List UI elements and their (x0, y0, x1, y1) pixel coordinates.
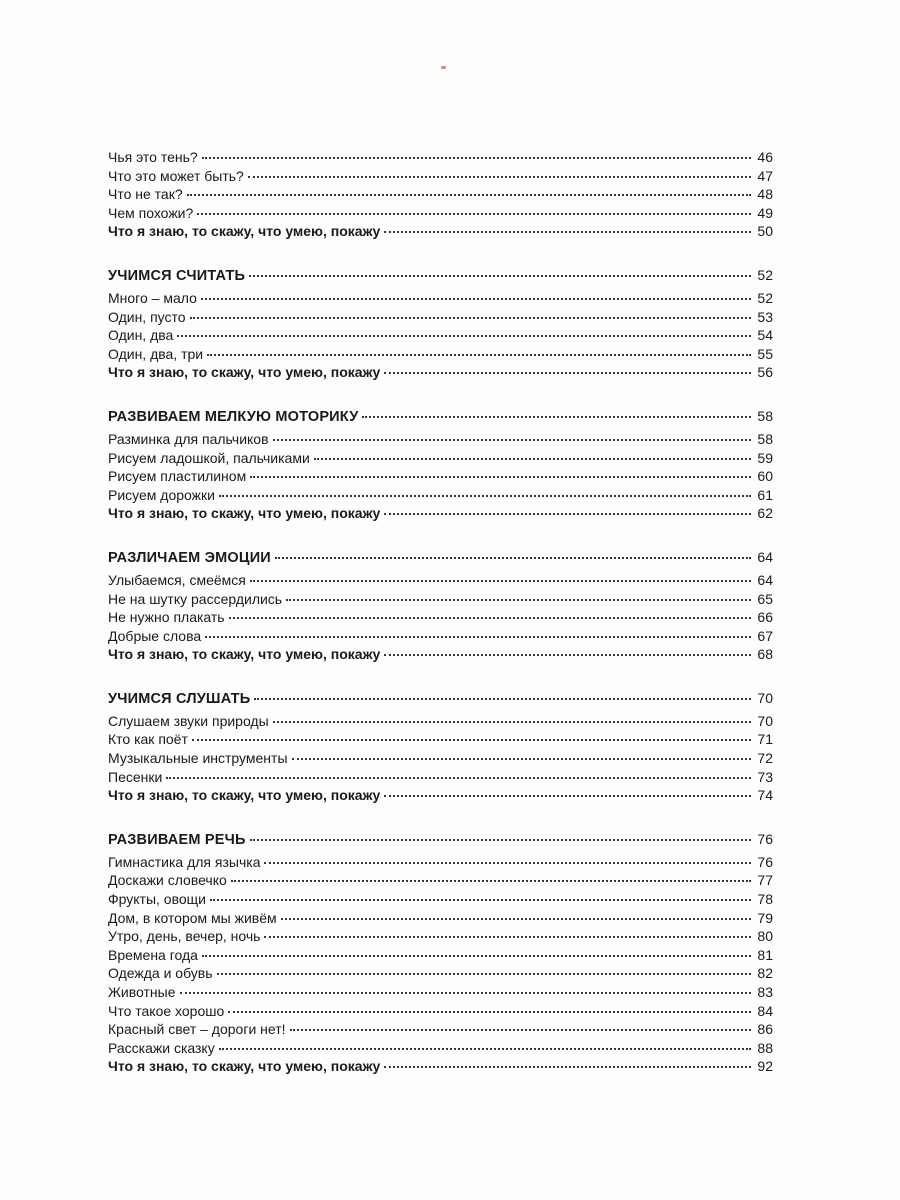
dot-leader (229, 617, 751, 619)
dot-leader (190, 317, 751, 319)
dot-leader (275, 557, 751, 559)
toc-entry (108, 871, 773, 890)
toc-entry (108, 326, 773, 345)
entry-title: Фрукты, овощи (108, 891, 206, 908)
entry-page-number: 48 (757, 186, 773, 203)
dot-leader (219, 1048, 751, 1050)
dot-leader (192, 739, 751, 741)
toc-entry (108, 964, 773, 983)
toc-entry (108, 148, 773, 167)
toc-entry (108, 571, 773, 590)
dot-leader (217, 973, 751, 975)
entry-page-number: 86 (757, 1021, 773, 1038)
entry-page-number: 54 (757, 327, 773, 344)
toc-entry-summary (108, 645, 773, 664)
dot-leader (180, 992, 752, 994)
toc-entry (108, 1020, 773, 1039)
entry-page-number: 76 (757, 853, 773, 870)
dot-leader (286, 599, 751, 601)
toc-entry (108, 768, 773, 787)
entry-title: Что не так? (108, 186, 183, 203)
dot-leader (384, 654, 751, 656)
entry-page-number: 67 (757, 627, 773, 644)
toc-section (108, 404, 773, 523)
entry-title: Дом, в котором мы живём (108, 909, 277, 926)
toc-entry (108, 467, 773, 486)
dot-leader (281, 918, 751, 920)
entry-page-number: 47 (757, 167, 773, 184)
dot-leader (292, 758, 751, 760)
section-heading (108, 686, 773, 710)
entry-title: Один, два, три (108, 345, 204, 362)
entry-title: Чья это тень? (108, 149, 198, 165)
toc-entry-summary (108, 786, 773, 805)
dot-leader (384, 795, 751, 797)
entry-page-number: 66 (757, 609, 773, 626)
entry-page-number: 84 (757, 1002, 773, 1019)
toc-entry (108, 927, 773, 946)
dot-leader (384, 1066, 751, 1068)
entry-title: Рисуем ладошкой, пальчиками (108, 449, 310, 466)
toc-entry-summary (108, 504, 773, 523)
entry-page-number: 78 (757, 891, 773, 908)
toc-entry (108, 712, 773, 731)
entry-title: Чем похожи? (108, 204, 194, 221)
entry-title: Времена года (108, 946, 198, 963)
table-of-contents (108, 148, 773, 1098)
entry-page-number: 65 (757, 590, 773, 607)
entry-title: Один, два (108, 327, 174, 344)
entry-page-number: 62 (757, 505, 773, 522)
entry-title: Утро, день, вечер, ночь (108, 928, 261, 945)
toc-entry (108, 308, 773, 327)
toc-entry (108, 1039, 773, 1058)
entry-title: Рисуем пластилином (108, 468, 247, 485)
dot-leader (273, 439, 751, 441)
dot-leader (249, 275, 751, 277)
toc-section (108, 263, 773, 382)
toc-entry (108, 449, 773, 468)
entry-page-number: 80 (757, 928, 773, 945)
entry-page-number: 58 (757, 430, 773, 447)
entry-title: Улыбаемся, смеёмся (108, 571, 246, 588)
entry-page-number: 50 (757, 223, 773, 240)
dot-leader (254, 698, 751, 700)
entry-title: Кто как поёт (108, 731, 188, 748)
entry-title: Песенки (108, 768, 163, 785)
dot-leader (250, 839, 751, 841)
entry-page-number: 46 (757, 149, 773, 165)
toc-entry (108, 909, 773, 928)
entry-title: Одежда и обувь (108, 965, 213, 982)
entry-title: Много – мало (108, 289, 197, 306)
toc-section (108, 148, 773, 241)
toc-entry (108, 345, 773, 364)
section-title: УЧИМСЯ СЛУШАТЬ (108, 690, 251, 707)
dot-leader (384, 231, 751, 233)
section-page-number: 70 (757, 689, 773, 706)
entry-title: Добрые слова (108, 627, 202, 644)
section-title: РАЗЛИЧАЕМ ЭМОЦИИ (108, 549, 271, 566)
section-heading (108, 263, 773, 287)
entry-page-number: 73 (757, 768, 773, 785)
toc-entry (108, 853, 773, 872)
entry-page-number: 88 (757, 1039, 773, 1056)
dot-leader (187, 194, 751, 196)
entry-title: Гимнастика для язычка (108, 853, 261, 870)
entry-title: Не на шутку рассердились (108, 590, 283, 607)
entry-page-number: 60 (757, 468, 773, 485)
ink-mark (441, 66, 446, 69)
dot-leader (210, 899, 751, 901)
section-title: РАЗВИВАЕМ МЕЛКУЮ МОТОРИКУ (108, 408, 359, 425)
entry-page-number: 77 (757, 872, 773, 889)
toc-section (108, 545, 773, 664)
entry-page-number: 68 (757, 646, 773, 663)
dot-leader (166, 777, 751, 779)
dot-leader (202, 157, 751, 159)
dot-leader (264, 936, 751, 938)
toc-entry (108, 289, 773, 308)
toc-entry (108, 204, 773, 223)
entry-title: Один, пусто (108, 308, 186, 325)
entry-title: Что я знаю, то скажу, что умею, покажу (108, 505, 381, 522)
entry-title: Что это может быть? (108, 167, 244, 184)
toc-section (108, 686, 773, 805)
section-title: РАЗВИВАЕМ РЕЧЬ (108, 831, 246, 848)
toc-entry (108, 983, 773, 1002)
section-page-number: 58 (757, 407, 773, 424)
entry-title: Что я знаю, то скажу, что умею, покажу (108, 646, 381, 663)
entry-title: Что я знаю, то скажу, что умею, покажу (108, 223, 381, 240)
dot-leader (202, 955, 751, 957)
entry-title: Рисуем дорожки (108, 486, 215, 503)
entry-page-number: 61 (757, 486, 773, 503)
dot-leader (197, 213, 751, 215)
entry-title: Что я знаю, то скажу, что умею, покажу (108, 1058, 381, 1075)
entry-page-number: 53 (757, 308, 773, 325)
dot-leader (264, 862, 751, 864)
dot-leader (384, 513, 751, 515)
dot-leader (362, 416, 751, 418)
entry-page-number: 55 (757, 345, 773, 362)
entry-title: Доскажи словечко (108, 872, 227, 889)
dot-leader (228, 1011, 751, 1013)
toc-entry (108, 730, 773, 749)
dot-leader (205, 636, 751, 638)
section-page-number: 52 (757, 266, 773, 283)
toc-entry (108, 749, 773, 768)
entry-title: Музыкальные инструменты (108, 750, 288, 767)
toc-entry (108, 185, 773, 204)
entry-page-number: 82 (757, 965, 773, 982)
entry-page-number: 83 (757, 984, 773, 1000)
section-heading (108, 545, 773, 569)
entry-page-number: 70 (757, 712, 773, 729)
dot-leader (201, 298, 751, 300)
entry-page-number: 74 (757, 787, 773, 804)
dot-leader (314, 458, 751, 460)
entry-page-number: 56 (757, 364, 773, 381)
entry-page-number: 49 (757, 204, 773, 221)
toc-entry (108, 608, 773, 627)
toc-entry (108, 590, 773, 609)
entry-page-number: 72 (757, 750, 773, 767)
entry-title: Животные (108, 984, 176, 1000)
entry-page-number: 81 (757, 946, 773, 963)
dot-leader (231, 880, 751, 882)
section-title: УЧИМСЯ СЧИТАТЬ (108, 267, 246, 284)
toc-entry (108, 946, 773, 965)
dot-leader (250, 476, 751, 478)
toc-entry-summary (108, 363, 773, 382)
entry-page-number: 92 (757, 1058, 773, 1075)
entry-page-number: 59 (757, 449, 773, 466)
section-page-number: 64 (757, 548, 773, 565)
entry-page-number: 64 (757, 571, 773, 588)
toc-entry-summary (108, 1057, 773, 1076)
toc-entry (108, 167, 773, 186)
toc-entry (108, 430, 773, 449)
entry-page-number: 52 (757, 289, 773, 306)
dot-leader (219, 495, 751, 497)
section-page-number: 76 (757, 830, 773, 847)
toc-entry (108, 486, 773, 505)
dot-leader (248, 176, 751, 178)
entry-title: Не нужно плакать (108, 609, 225, 626)
toc-entry (108, 1002, 773, 1021)
section-heading (108, 404, 773, 428)
toc-section (108, 827, 773, 1076)
entry-page-number: 79 (757, 909, 773, 926)
dot-leader (207, 354, 751, 356)
dot-leader (177, 335, 751, 337)
entry-page-number: 71 (757, 731, 773, 748)
section-heading (108, 827, 773, 851)
dot-leader (384, 372, 751, 374)
entry-title: Расскажи сказку (108, 1039, 215, 1056)
dot-leader (273, 721, 751, 723)
entry-title: Красный свет – дороги нет! (108, 1021, 286, 1038)
entry-title: Что такое хорошо (108, 1002, 225, 1019)
toc-entry-summary (108, 222, 773, 241)
entry-title: Разминка для пальчиков (108, 430, 269, 447)
dot-leader (290, 1029, 751, 1031)
entry-title: Слушаем звуки природы (108, 712, 269, 729)
toc-entry (108, 627, 773, 646)
entry-title: Что я знаю, то скажу, что умею, покажу (108, 787, 381, 804)
toc-entry (108, 890, 773, 909)
entry-title: Что я знаю, то скажу, что умею, покажу (108, 364, 381, 381)
dot-leader (250, 580, 751, 582)
